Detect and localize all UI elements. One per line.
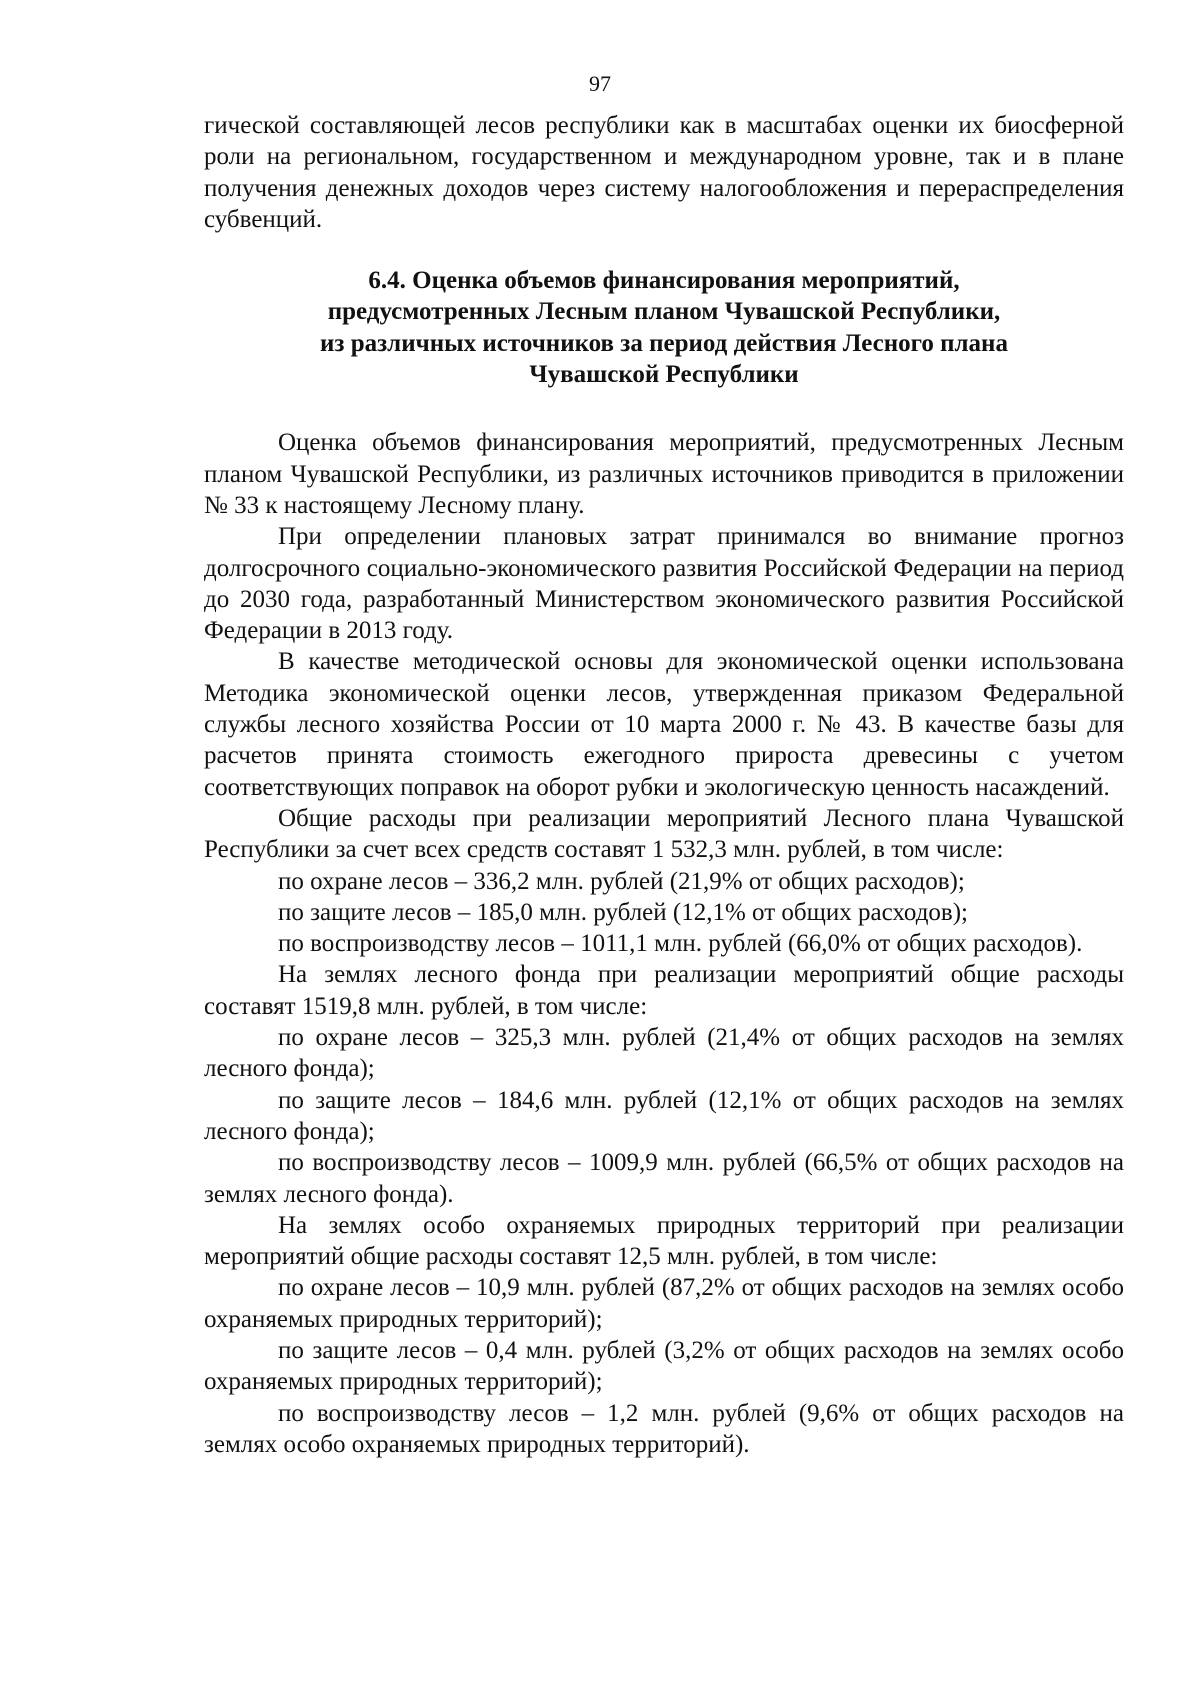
list-item: по охране лесов – 336,2 млн. рублей (21,9% от общих расходов); [278, 867, 965, 895]
list-item: по воспроизводству лесов – 1,2 млн. рублей (9,6% от общих расходов на землях особо охраняемых природных территорий). [204, 1399, 1124, 1458]
list-item: по воспроизводству лесов – 1011,1 млн. рублей (66,0% от общих расходов). [278, 930, 1083, 958]
paragraph: На землях лесного фонда при реализации мероприятий общие расходы составят 1519,8 млн. рублей, в том числе: [204, 961, 1124, 1020]
list-item: по защите лесов – 185,0 млн. рублей (12,1% от общих расходов); [278, 898, 968, 926]
list-item: по охране лесов – 325,3 млн. рублей (21,4% от общих расходов на землях лесного фонда); [204, 1024, 1124, 1083]
list-item: по защите лесов – 184,6 млн. рублей (12,1% от общих расходов на землях лесного фонда); [204, 1086, 1124, 1145]
intro-paragraph: гической составляющей лесов республики как в масштабах оценки их биосферной роли на региональном, государственном и международном уровне, так и в плане получения денежных доходов через систему налогообложения и перераспределения субвенций. [204, 112, 1124, 233]
page-number: 97 [589, 71, 611, 96]
section-heading-line: 6.4. Оценка объемов финансирования мероприятий, [368, 267, 960, 295]
paragraph: Общие расходы при реализации мероприятий Лесного плана Чувашской Республики за счет всех средств составят 1 532,3 млн. рублей, в том числе: [204, 804, 1124, 864]
paragraph: В качестве методической основы для экономической оценки использована Методика экономической оценки лесов, утвержденная приказом Федеральной службы лесного хозяйства России от 10 марта 2000 г. № 43. В качестве базы для расчетов принята стоимость ежегодного прироста древесины с учетом соответствующих поправок на оборот рубки и экологическую ценность насаждений. [204, 648, 1124, 801]
section-heading-line: Чувашской Республики [529, 361, 799, 389]
section-heading-line: предусмотренных Лесным планом Чувашской Республики, [327, 298, 1001, 326]
document-body [204, 110, 1124, 1460]
list-item: по охране лесов – 10,9 млн. рублей (87,2% от общих расходов на землях особо охраняемых природных территорий); [204, 1274, 1124, 1333]
paragraph: На землях особо охраняемых природных территорий при реализации мероприятий общие расходы составят 12,5 млн. рублей, в том числе: [204, 1211, 1124, 1271]
section-heading [204, 265, 1124, 390]
paragraph: При определении плановых затрат принимался во внимание прогноз долгосрочного социально-экономического развития Российской Федерации на период до 2030 года, разработанный Министерством экономического развития Российской Федерации в 2013 году. [204, 523, 1124, 645]
list-item: по защите лесов – 0,4 млн. рублей (3,2% от общих расходов на землях особо охраняемых природных территорий); [204, 1336, 1124, 1396]
paragraph: Оценка объемов финансирования мероприятий, предусмотренных Лесным планом Чувашской Республики, из различных источников приводится в приложении № 33 к настоящему Лесному плану. [204, 429, 1124, 519]
list-item: по воспроизводству лесов – 1009,9 млн. рублей (66,5% от общих расходов на землях лесного фонда). [204, 1149, 1124, 1208]
section-heading-line: из различных источников за период действия Лесного плана [320, 329, 1008, 357]
